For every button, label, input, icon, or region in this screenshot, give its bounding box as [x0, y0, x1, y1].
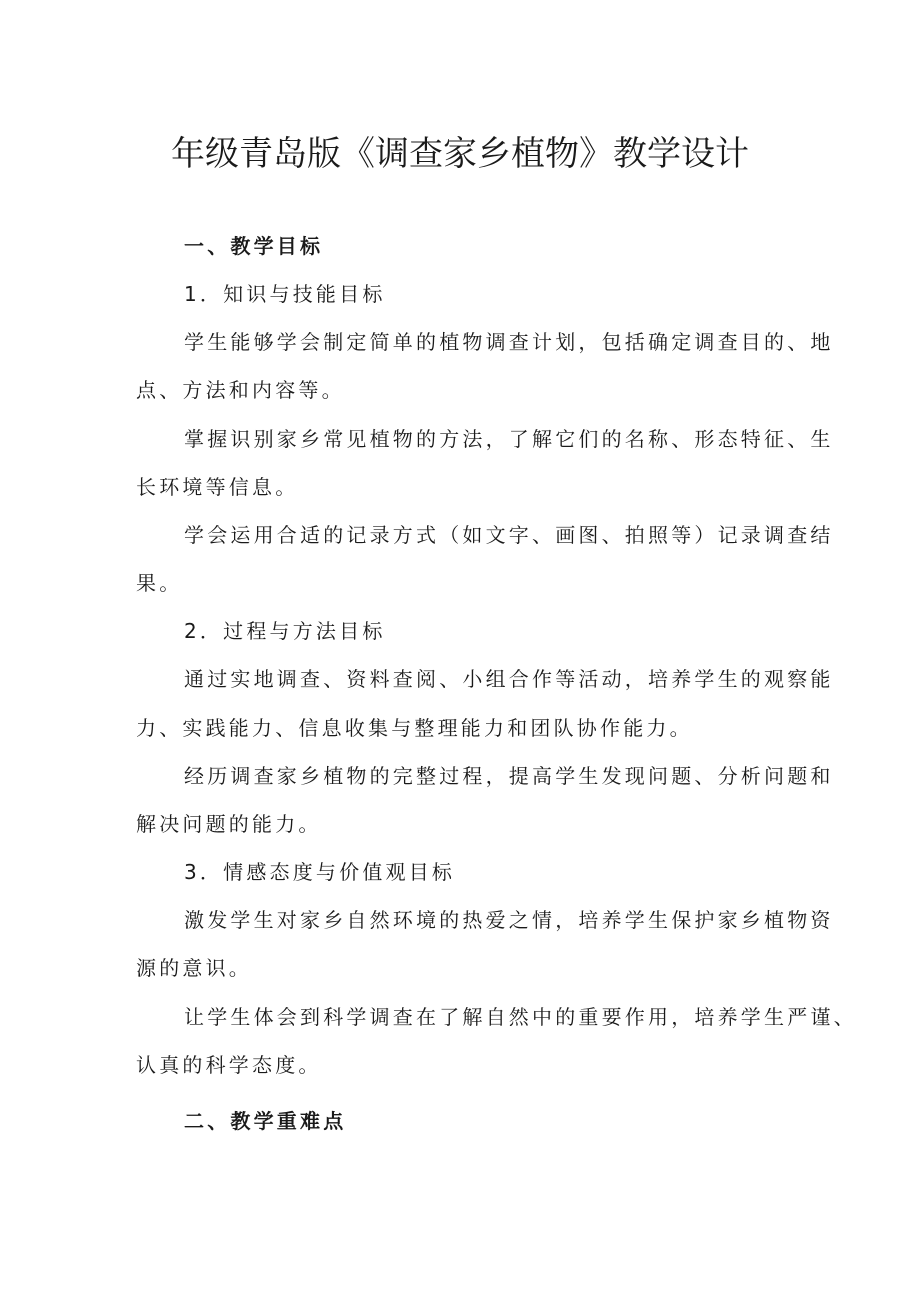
paragraph-line: 掌握识别家乡常见植物的方法，了解它们的名称、形态特征、生 [184, 427, 834, 451]
paragraph-line: 认真的科学态度。 [136, 1053, 322, 1077]
paragraph-line: 学生能够学会制定简单的植物调查计划，包括确定调查目的、地 [184, 330, 834, 354]
paragraph-line: 果。 [136, 571, 183, 595]
subsection-heading-process: 2．过程与方法目标 [184, 619, 386, 643]
paragraph-line: 经历调查家乡植物的完整过程，提高学生发现问题、分析问题和 [184, 764, 834, 788]
paragraph-line: 激发学生对家乡自然环境的热爱之情，培养学生保护家乡植物资 [184, 908, 834, 932]
paragraph-line: 点、方法和内容等。 [136, 378, 345, 402]
document-title: 年级青岛版《调查家乡植物》教学设计 [171, 134, 749, 174]
subsection-heading-values: 3．情感态度与价值观目标 [184, 860, 456, 884]
paragraph-line: 通过实地调查、资料查阅、小组合作等活动，培养学生的观察能 [184, 667, 834, 691]
paragraph-line: 解决问题的能力。 [136, 812, 322, 836]
paragraph-line: 学会运用合适的记录方式（如文字、画图、拍照等）记录调查结 [184, 523, 834, 547]
paragraph-line: 长环境等信息。 [136, 475, 299, 499]
paragraph-line: 力、实践能力、信息收集与整理能力和团队协作能力。 [136, 716, 693, 740]
section-heading-objectives: 一、教学目标 [184, 234, 324, 258]
paragraph-line: 源的意识。 [136, 956, 252, 980]
section-heading-key-points: 二、教学重难点 [184, 1109, 347, 1133]
paragraph-line: 让学生体会到科学调查在了解自然中的重要作用，培养学生严谨、 [184, 1005, 857, 1029]
subsection-heading-knowledge: 1．知识与技能目标 [184, 282, 386, 306]
